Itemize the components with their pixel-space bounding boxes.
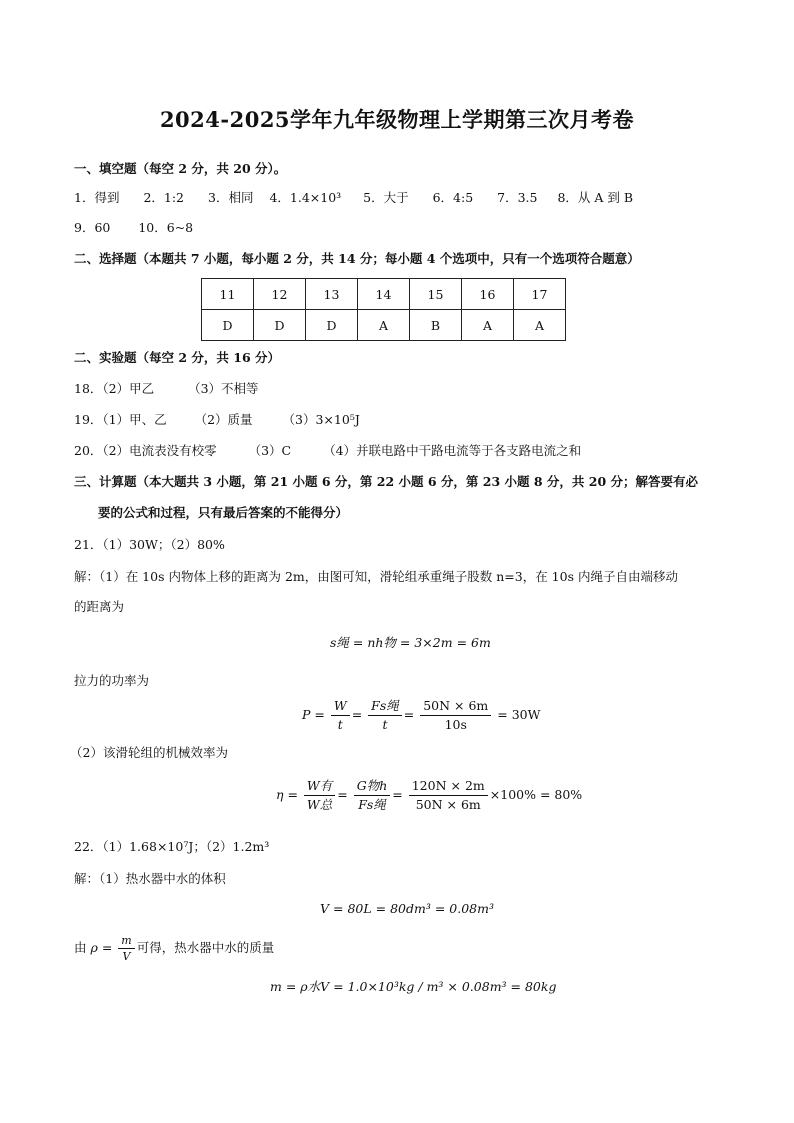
q20-part-4: （4）并联电路中干路电流等于各支路电流之和 <box>323 443 582 458</box>
density-lhs: ρ = <box>90 940 113 955</box>
q19-answers <box>74 411 360 429</box>
fill-blank-answers-row-1 <box>74 189 633 207</box>
equation-volume: V = 80L = 80dm³ = 0.08m³ <box>320 901 494 916</box>
denominator: t <box>337 717 343 732</box>
answer-6: 6．4:5 <box>432 190 474 205</box>
density-line <box>74 934 274 963</box>
table-cell: 12 <box>254 279 306 310</box>
table-cell: 14 <box>358 279 410 310</box>
eq-lhs: P = <box>302 707 325 722</box>
choice-answer-table <box>201 278 566 341</box>
table-cell: 16 <box>462 279 514 310</box>
q18-answers <box>74 380 259 398</box>
fraction <box>354 778 391 813</box>
numerator: G物h <box>354 778 391 796</box>
answer-8: 8．从 A 到 B <box>557 190 634 205</box>
efficiency-label: （2）该滑轮组的机械效率为 <box>70 745 228 760</box>
fraction <box>304 778 335 813</box>
table-cell: 13 <box>306 279 358 310</box>
q18-part-2: 18．（2）甲乙 <box>74 381 155 396</box>
denominator: Fs绳 <box>358 797 386 812</box>
denominator: V <box>122 950 131 963</box>
q21-solution-line-1: 解：（1）在 10s 内物体上移的距离为 2m，由图可知，滑轮组承重绳子股数 n=3，在 10s 内绳子自由端移动 <box>74 569 678 584</box>
table-cell: D <box>202 310 254 341</box>
fraction <box>420 698 491 733</box>
fraction <box>409 778 488 813</box>
q22-answer: 22．（1）1.68×10⁷J；（2）1.2m³ <box>74 839 270 854</box>
choice-heading: 二、选择题（本题共 7 小题，每小题 2 分，共 14 分；每小题 4 个选项中，只有一个选项符合题意） <box>74 251 640 266</box>
table-row-answers <box>202 310 566 341</box>
numerator: W <box>331 698 350 716</box>
denominator: 10s <box>444 717 467 732</box>
numerator: Fs绳 <box>368 698 402 716</box>
q21-answer: 21．（1）30W；（2）80% <box>74 537 225 552</box>
fill-blank-answers-row-2 <box>74 219 193 237</box>
table-cell: 17 <box>514 279 566 310</box>
numerator: m <box>118 934 134 949</box>
experiment-heading: 二、实验题（每空 2 分，共 16 分） <box>74 350 281 365</box>
equation-power: P = $\frac{W}{t}$ = $\frac{\text{Fs绳}}{t}$ = $\frac{50N \times 6m}{10s}$ = 30W <box>302 698 541 732</box>
numerator: W有 <box>304 778 335 796</box>
answer-4: 4．1.4×10³ <box>269 190 342 205</box>
q22-solution-line-1: 解：（1）热水器中水的体积 <box>74 871 226 886</box>
power-label: 拉力的功率为 <box>74 673 150 688</box>
denominator: 50N × 6m <box>415 797 481 812</box>
numerator: 120N × 2m <box>409 778 488 796</box>
q19-part-1: 19．（1）甲、乙 <box>74 412 167 427</box>
answer-3: 3．相同 <box>208 190 254 205</box>
calc-heading-line-2: 要的公式和过程，只有最后答案的不能得分） <box>98 505 349 520</box>
density-suffix: 可得，热水器中水的质量 <box>136 940 275 955</box>
equation-efficiency: η = $\frac{\text{W有}}{\text{W总}}$ = $\frac{\text{G物h}}{\text{Fs绳}}$ = $\frac{120N \times 2m}{50N \times 6m}$ ×100% = 80% <box>276 778 583 812</box>
eq-lhs: η = <box>276 787 298 802</box>
q20-part-3: （3）C <box>248 443 292 458</box>
answer-1: 1．得到 <box>74 190 120 205</box>
denominator: t <box>382 717 388 732</box>
table-cell: B <box>410 310 462 341</box>
calc-heading-line-1: 三、计算题（本大题共 3 小题，第 21 小题 6 分，第 22 小题 6 分，第 23 小题 8 分，共 20 分；解答要有必 <box>74 474 699 489</box>
fraction <box>368 698 402 733</box>
table-cell: A <box>358 310 410 341</box>
eq-rhs: = 30W <box>497 707 541 722</box>
fill-blank-heading: 一、填空题（每空 2 分，共 20 分）。 <box>74 161 287 176</box>
answer-5: 5．大于 <box>363 190 409 205</box>
q19-part-3: （3）3×10⁵J <box>282 412 360 427</box>
q21-solution-line-2: 的距离为 <box>74 599 125 614</box>
answer-10: 10．6~8 <box>138 220 194 235</box>
table-cell: D <box>306 310 358 341</box>
fraction <box>118 934 134 963</box>
q19-part-2: （2）质量 <box>194 412 253 427</box>
q20-part-2: 20．（2）电流表没有校零 <box>74 443 217 458</box>
q20-answers <box>74 442 581 460</box>
table-cell: A <box>514 310 566 341</box>
equation-distance: s绳 = nh物 = 3×2m = 6m <box>330 635 491 650</box>
answer-9: 9．60 <box>74 220 111 235</box>
table-row-numbers <box>202 279 566 310</box>
eq-rhs: ×100% = 80% <box>489 787 583 802</box>
table-cell: D <box>254 310 306 341</box>
q18-part-3: （3）不相等 <box>188 381 259 396</box>
fraction <box>331 698 350 733</box>
table-cell: A <box>462 310 514 341</box>
numerator: 50N × 6m <box>420 698 491 716</box>
answer-7: 7．3.5 <box>497 190 538 205</box>
table-cell: 15 <box>410 279 462 310</box>
page-title: 2024-2025学年九年级物理上学期第三次月考卷 <box>159 107 635 132</box>
table-cell: 11 <box>202 279 254 310</box>
answer-2: 2．1:2 <box>143 190 185 205</box>
equation-mass: m = ρ水V = 1.0×10³kg / m³ × 0.08m³ = 80kg <box>270 979 557 994</box>
density-prefix: 由 <box>74 940 87 955</box>
denominator: W总 <box>306 797 333 812</box>
